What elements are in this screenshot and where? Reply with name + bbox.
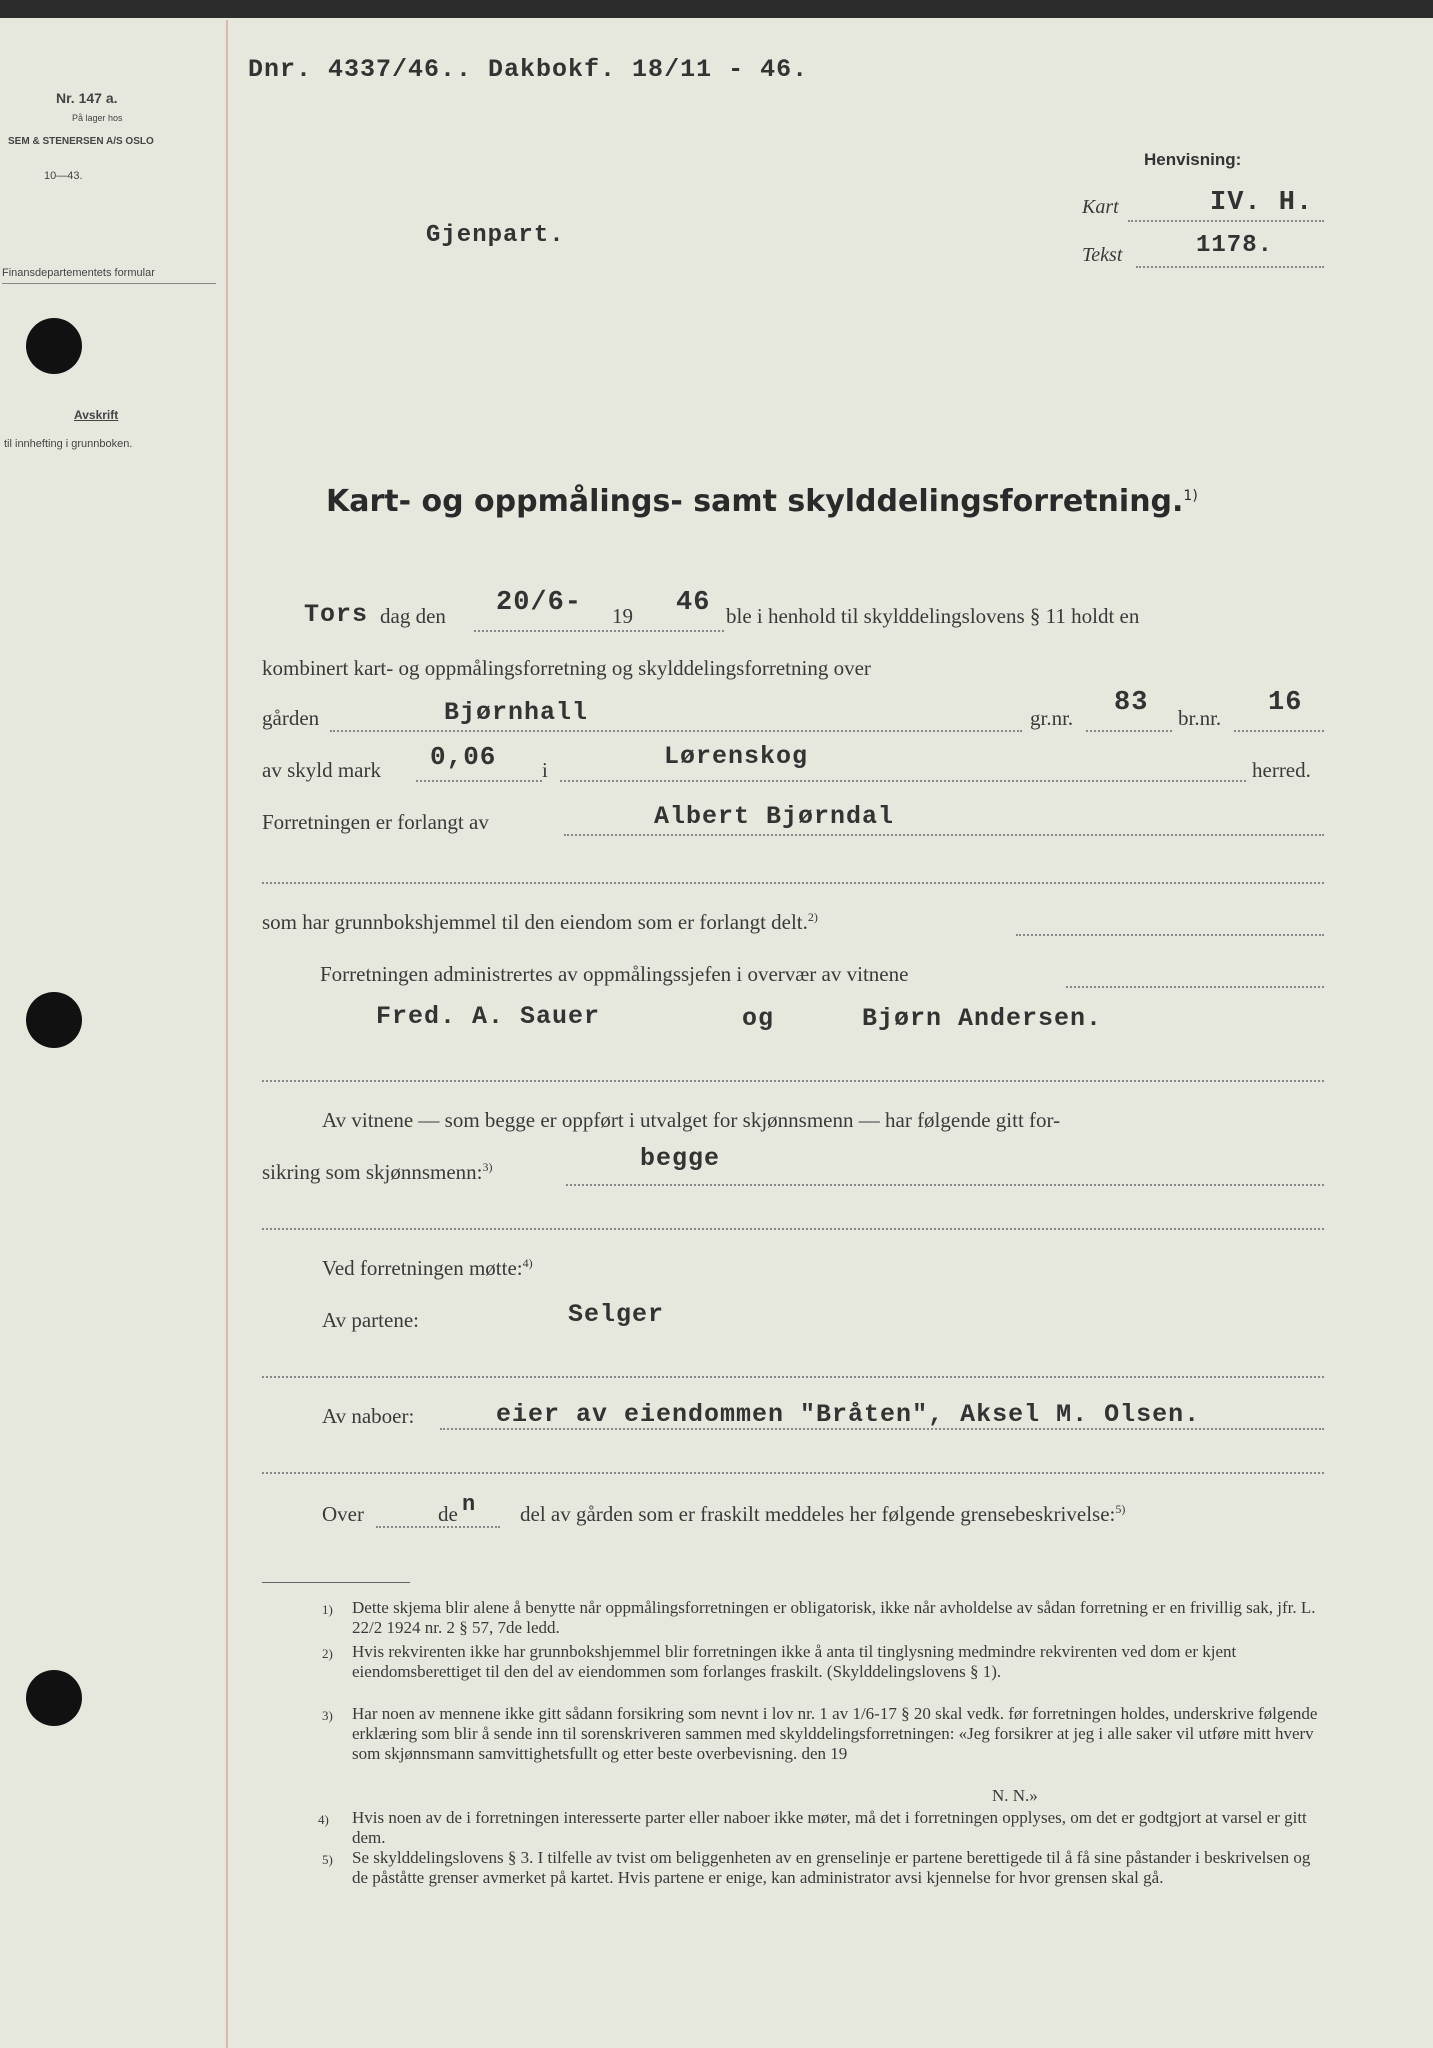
- kart-value: IV. H.: [1210, 188, 1314, 218]
- boundary-de: de: [438, 1502, 458, 1526]
- witness-first: Fred. A. Sauer: [376, 1002, 601, 1031]
- footnote-text: Hvis rekvirenten ikke har grunnbokshjemmel blir forretningen ikke å anta til tinglysning medmindre rekvirenten ved dom er kjent eiendomsberettiget til den del av eiendommen som forlanges fraskilt. (Skylddelingslovens § 1).: [352, 1642, 1237, 1681]
- assurance-line2: [262, 1160, 493, 1185]
- page-title: [326, 484, 1198, 519]
- dag-den-label: dag den: [380, 604, 446, 628]
- scan-edge: [0, 0, 1433, 18]
- margin-rule: [226, 20, 228, 2048]
- footnote-number: 2): [322, 1646, 333, 1661]
- tekst-label: Tekst: [1082, 244, 1123, 266]
- footnote-text: Hvis noen av de i forretningen interesserte parter eller naboer ikke møter, må det i forretningen opplyses, om det er godtgjort at varsel er gitt dem.: [352, 1808, 1307, 1847]
- form-number: Nr. 147 a.: [56, 90, 118, 106]
- punch-hole-icon: [26, 992, 82, 1048]
- footnote-text: Dette skjema blir alene å benytte når oppmålingsforretningen er obligatorisk, ikke når avholdelse av sådan forretning er en frivillig sak, jfr. L. 22/2 1924 nr. 2 § 57, 7de ledd.: [352, 1598, 1316, 1637]
- municipality-value: Lørenskog: [664, 742, 809, 771]
- blank-line: [262, 1080, 1324, 1082]
- footnote-number: 4): [318, 1812, 329, 1827]
- requested-label: Forretningen er forlangt av: [262, 810, 489, 834]
- divider: [2, 283, 216, 284]
- year-value: 46: [676, 588, 711, 618]
- footnote-number: 5): [322, 1852, 333, 1867]
- boundary-over: Over: [322, 1502, 364, 1526]
- gnr-value: 83: [1114, 688, 1149, 718]
- requested-value: Albert Bjørndal: [654, 802, 895, 831]
- kart-label: Kart: [1082, 196, 1119, 218]
- title-footnote-ref: 1): [1183, 488, 1198, 504]
- tax-line: [416, 780, 542, 782]
- footnote-number: 1): [322, 1602, 333, 1617]
- attended-label: [322, 1256, 533, 1281]
- title-text: Kart- og oppmålings- samt skylddelingsforretning.: [326, 484, 1184, 519]
- grunnbok-footnote-ref: 2): [807, 910, 818, 924]
- witness-second: Bjørn Andersen.: [862, 1004, 1103, 1033]
- bnr-line: [1234, 730, 1324, 732]
- boundary-n: n: [462, 1492, 477, 1517]
- copy-note: til innhefting i grunnboken.: [4, 438, 133, 450]
- reference-label: Henvisning:: [1144, 150, 1242, 169]
- grunnbok-line: [1016, 934, 1324, 936]
- attended-text: Ved forretningen møtte:: [322, 1256, 523, 1280]
- blank-line: [262, 1472, 1324, 1474]
- tekst-line: [1136, 266, 1324, 268]
- publisher-line2: SEM & STENERSEN A/S OSLO: [8, 136, 154, 147]
- boundary-sentence: del av gården som er fraskilt meddeles her følgende grensebeskrivelse:: [520, 1502, 1116, 1526]
- bnr-value: 16: [1268, 688, 1303, 718]
- punch-hole-icon: [26, 318, 82, 374]
- assurance-line: [566, 1184, 1324, 1186]
- bnr-label: br.nr.: [1178, 706, 1222, 730]
- grunnbok-text: [262, 910, 818, 935]
- weekday-value: Tors: [304, 600, 369, 629]
- neighbours-value: eier av eiendommen "Bråten", Aksel M. Olsen.: [496, 1400, 1201, 1429]
- boundary-footnote-ref: 5): [1115, 1502, 1126, 1516]
- farm-value: Bjørnhall: [444, 698, 589, 727]
- farm-label: gården: [262, 706, 320, 730]
- blank-line: [262, 882, 1324, 884]
- gnr-line: [1086, 730, 1172, 732]
- blank-line: [262, 1228, 1324, 1230]
- grunnbok-sentence: som har grunnbokshjemmel til den eiendom som er forlangt delt.: [262, 910, 808, 934]
- herred-label: herred.: [1252, 758, 1311, 782]
- farm-line: [330, 730, 1022, 732]
- footnote-number: 3): [322, 1708, 333, 1723]
- assurance-text: sikring som skjønnsmenn:: [262, 1160, 483, 1184]
- requested-line: [564, 834, 1324, 836]
- date-value: 20/6-: [496, 588, 583, 618]
- punch-hole-icon: [26, 1670, 82, 1726]
- line1-text: ble i henhold til skylddelingslovens § 11 holdt en: [726, 604, 1140, 628]
- assurance-value: begge: [640, 1144, 721, 1173]
- parties-value: Selger: [568, 1300, 665, 1329]
- tekst-value: 1178.: [1196, 232, 1274, 259]
- attended-footnote-ref: 4): [522, 1256, 533, 1270]
- assurance-footnote-ref: 3): [482, 1160, 493, 1174]
- witness-og: og: [742, 1004, 775, 1033]
- parties-label: Av partene:: [322, 1308, 419, 1332]
- administered-text: Forretningen administrertes av oppmålingssjefen i overvær av vitnene: [320, 962, 909, 986]
- copy-label: Avskrift: [74, 408, 119, 422]
- municipality-line: [560, 780, 1246, 782]
- neighbours-label: Av naboer:: [322, 1404, 415, 1428]
- blank-line: [262, 1376, 1324, 1378]
- footnote-text: N. N.»: [992, 1786, 1038, 1805]
- tax-value: 0,06: [430, 742, 497, 772]
- department-label: Finansdepartementets formular: [2, 267, 155, 279]
- form-date: 10—43.: [44, 170, 83, 182]
- line2-text: kombinert kart- og oppmålingsforretning og skylddelingsforretning over: [262, 656, 871, 680]
- boundary-text: [520, 1502, 1125, 1527]
- tax-label: av skyld mark: [262, 758, 381, 782]
- year-prefix: 19: [612, 604, 633, 628]
- registration-number: Dnr. 4337/46.. Dakbokf. 18/11 - 46.: [248, 55, 809, 84]
- assurance-line1: Av vitnene — som begge er oppført i utvalget for skjønnsmenn — har følgende gitt for-: [322, 1108, 1061, 1132]
- i-label: i: [542, 758, 548, 782]
- gnr-label: gr.nr.: [1030, 706, 1074, 730]
- copy-mark: Gjenpart.: [426, 222, 565, 249]
- footnote-divider: [262, 1582, 410, 1583]
- kart-line: [1128, 220, 1324, 222]
- footnote-text: Se skylddelingslovens § 3. I tilfelle av tvist om beliggenheten av en grenselinje er partene berettigede til å få sine påstander i beskrivelsen og de påståtte grenser avmerket på kartet. Hvis partene er enige, kan administrator avsi kjennelse for hvor grensen skal gå.: [352, 1848, 1311, 1887]
- administered-line: [1066, 986, 1324, 988]
- footnote-text: Har noen av mennene ikke gitt sådann forsikring som nevnt i lov nr. 1 av 1/6-17 § 20 skal vedk. før forretningen holdes, underskrive følgende erklæring som blir å sende inn til sorenskriveren sammen med skylddelingsforretningen: «Jeg forsikrer at jeg i alle saker vil utføre mitt hverv som skjønnsmann samvittighetsfullt og etter beste overbevisning. den 19: [352, 1704, 1318, 1763]
- publisher-line1: På lager hos: [72, 113, 123, 123]
- date-line: [474, 630, 724, 632]
